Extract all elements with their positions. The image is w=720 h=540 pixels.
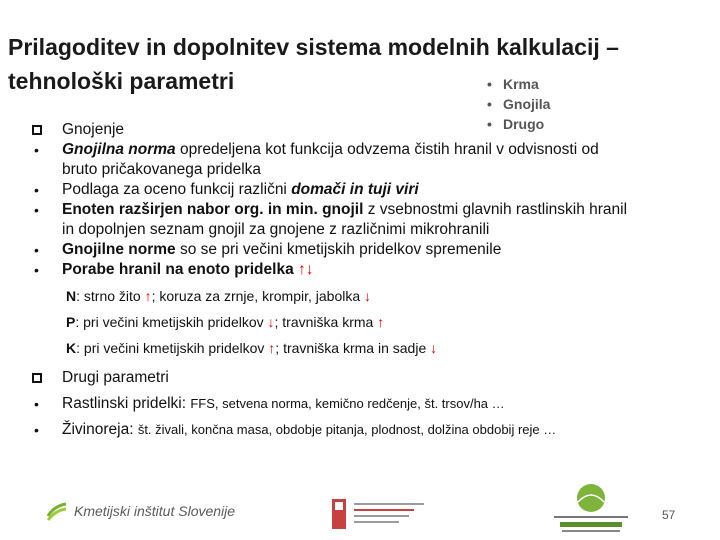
bullet-zivinoreja: • Živinoreja: št. živali, končna masa, obdobje pitanja, plodnost, dolžina obdobij reje …: [30, 420, 714, 440]
slide-title-line1: Prilagoditev in dopolnitev sistema modelnih kalkulacij –: [8, 34, 619, 60]
bullet-rastlinski-pridelki: • Rastlinski pridelki: FFS, setvena norma, kemično redčenje, št. trsov/ha …: [30, 394, 714, 414]
institute-name: Kmetijski inštitut Slovenije: [74, 503, 236, 519]
bullet-gnojilna-norma: • Gnojilna norma opredeljena kot funkcija odvzema čistih hranil v odvisnosti od bruto pričakovanega pridelka: [30, 140, 714, 180]
bullet-porabe-hranil: • Porabe hranil na enoto pridelka ↑↓: [30, 260, 714, 280]
bullet-icon: •: [34, 242, 39, 258]
rural-development-logo: [548, 480, 634, 536]
bullet-icon: •: [487, 96, 492, 112]
arrow-up-icon: ↑: [377, 314, 385, 330]
side-item-krma: • Krma: [487, 76, 539, 92]
section-gnojenje: Gnojenje: [30, 120, 714, 140]
bullet-enoten-nabor: • Enoten razširjen nabor org. in min. gnojil z vsebnostmi glavnih rastlinskih hranil in dopolnjen seznam gnojil za gnojene z različnimi mikrohranili: [30, 200, 714, 240]
checkbox-bullet-icon: [30, 120, 60, 141]
arrow-down-icon: ↓: [267, 314, 275, 330]
arrow-up-icon: ↑: [268, 340, 276, 356]
arrow-down-icon: ↓: [364, 288, 372, 304]
university-logo: [332, 493, 432, 533]
institute-mark-icon: [46, 500, 68, 522]
bullet-icon: •: [34, 396, 39, 412]
sub-item-p: P: pri večini kmetijskih pridelkov ↓; travniška krma ↑: [66, 314, 385, 330]
bullet-icon: •: [34, 182, 39, 198]
section-drugi-parametri: Drugi parametri: [30, 368, 714, 388]
sub-item-k: K: pri večini kmetijskih pridelkov ↑; travniška krma in sadje ↓: [66, 340, 438, 356]
institute-logo: [46, 500, 235, 522]
side-item-drugo: • Drugo: [487, 116, 545, 132]
bullet-icon: •: [34, 422, 39, 438]
arrow-up-icon: ↑: [298, 261, 306, 278]
bullet-icon: •: [34, 202, 39, 218]
bullet-podlaga: • Podlaga za oceno funkcij različni domači in tuji viri: [30, 180, 714, 200]
bullet-icon: •: [34, 142, 39, 158]
slide-title-line2: tehnološki parametri: [8, 68, 235, 94]
arrow-up-icon: ↑: [144, 288, 152, 304]
page-number: 57: [662, 508, 676, 522]
bullet-icon: •: [487, 76, 492, 92]
checkbox-bullet-icon: [30, 368, 60, 389]
slide-body: [30, 120, 714, 440]
sub-item-n: N: strno žito ↑; koruza za zrnje, krompir, jabolka ↓: [66, 288, 372, 304]
bullet-icon: •: [34, 262, 39, 278]
bullet-icon: •: [487, 116, 492, 132]
arrow-down-icon: ↓: [305, 261, 314, 278]
side-item-gnojila: • Gnojila: [487, 96, 551, 112]
arrow-down-icon: ↓: [430, 340, 438, 356]
bullet-gnojilne-norme: • Gnojilne norme so se pri večini kmetijskih pridelkov spremenile: [30, 240, 714, 260]
